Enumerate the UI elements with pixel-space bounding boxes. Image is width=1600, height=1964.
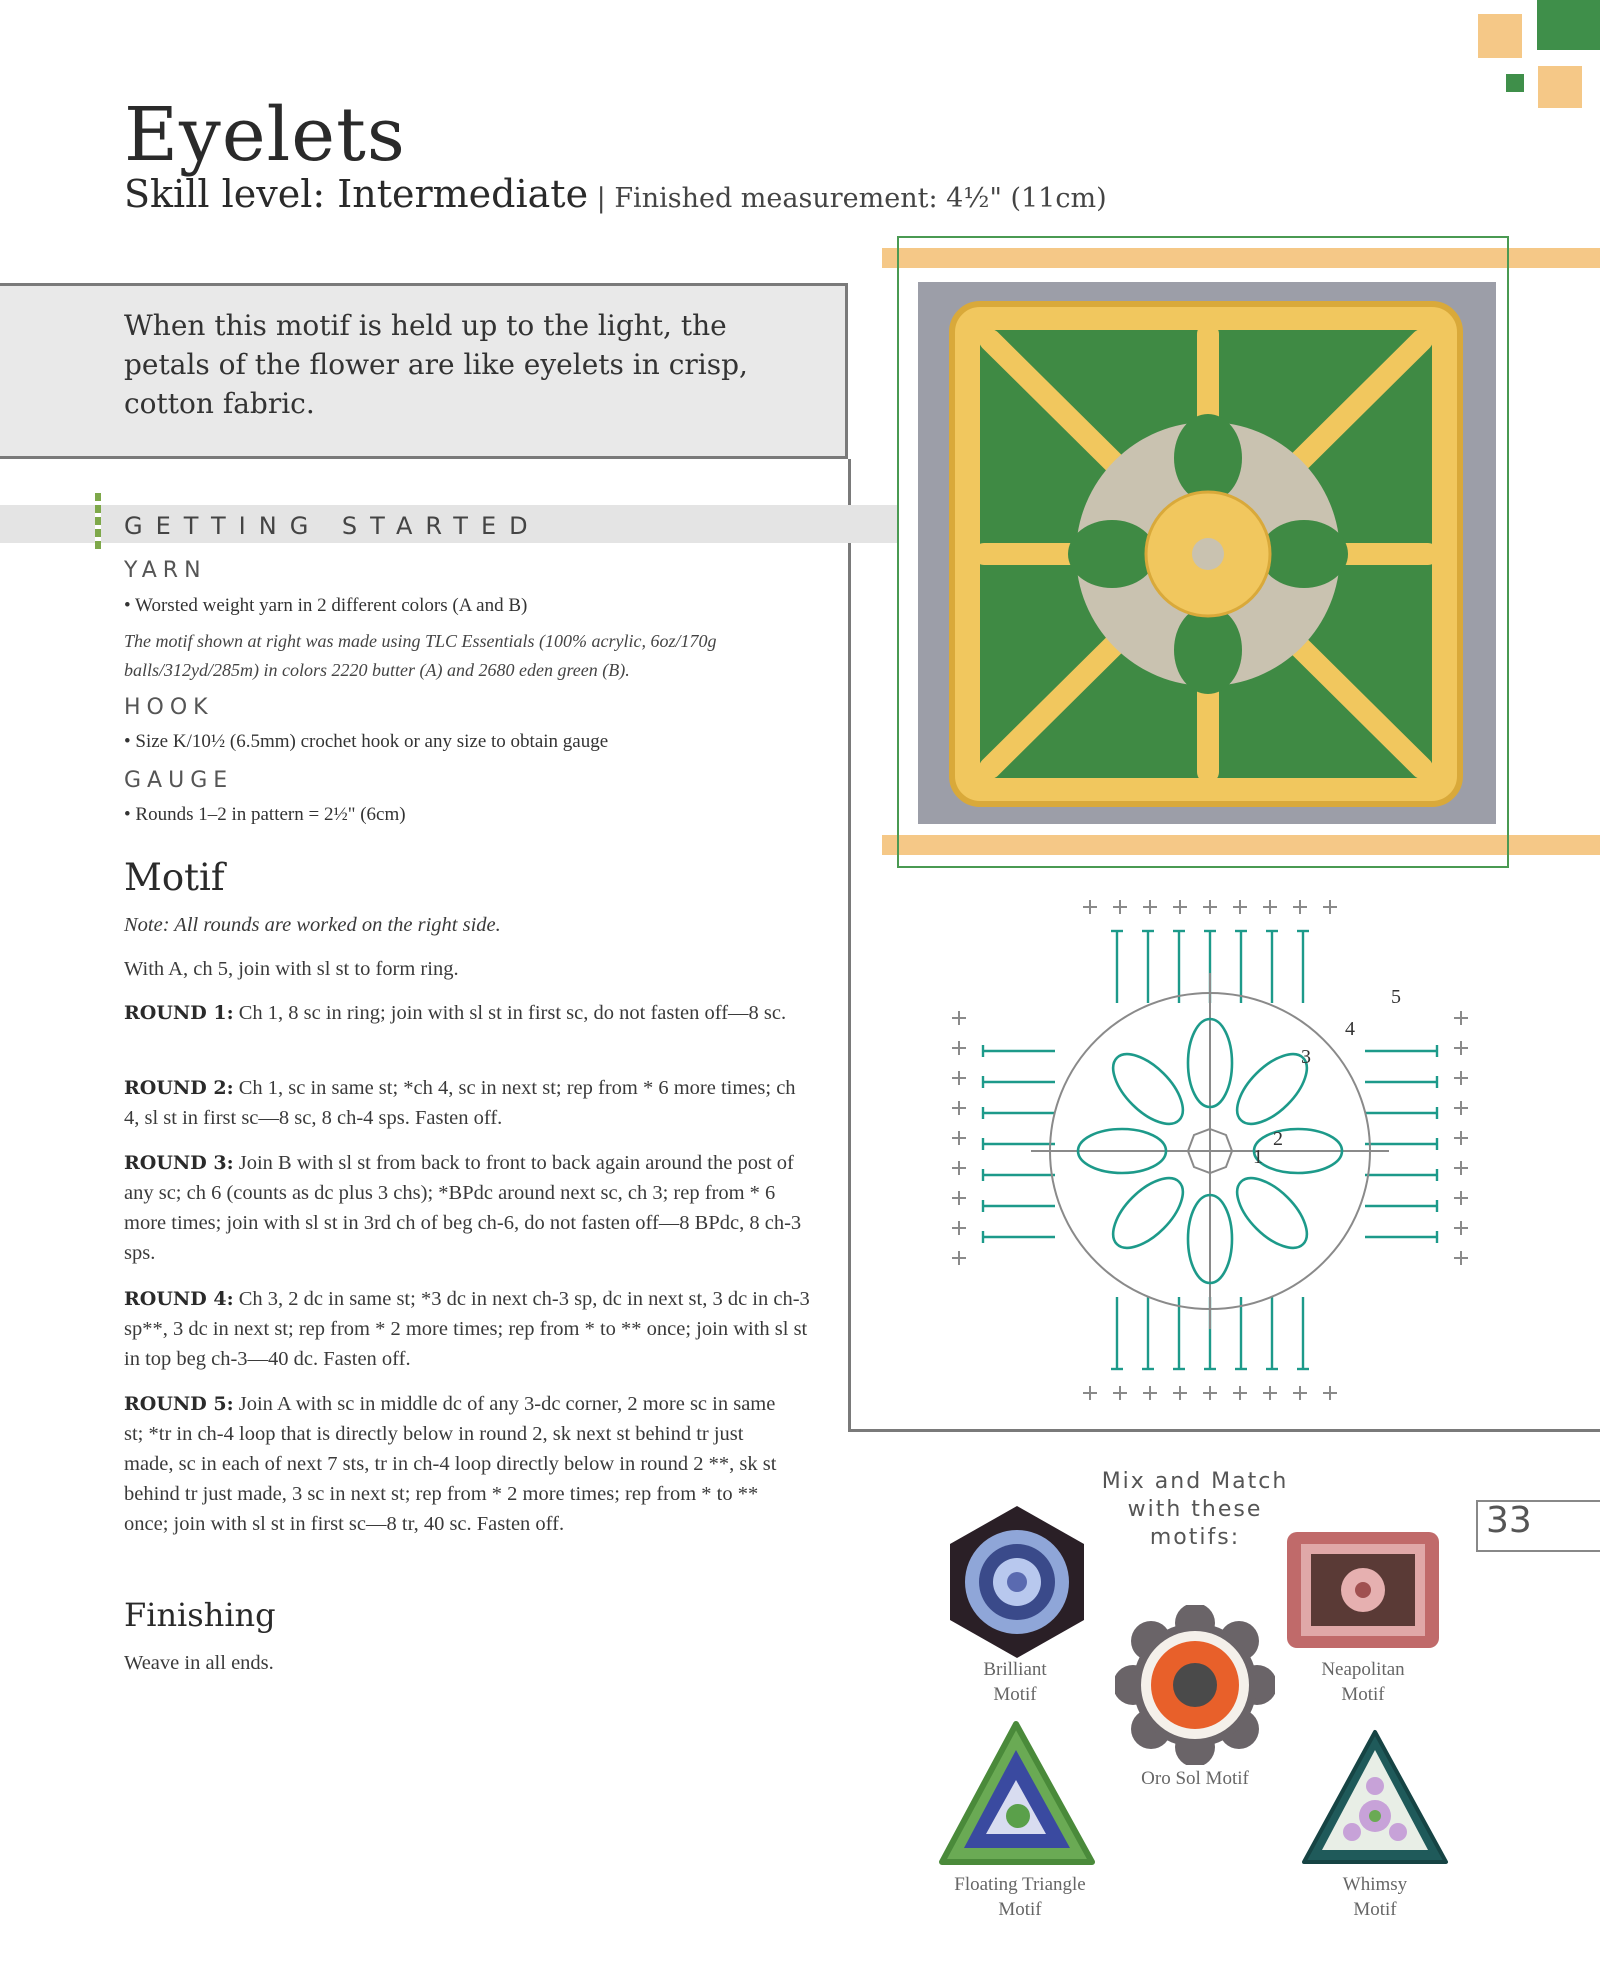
skill-level: Skill level: Intermediate <box>124 172 589 216</box>
floating-triangle-motif-image <box>938 1718 1098 1868</box>
round-2: ROUND 2: Ch 1, sc in same st; *ch 4, sc in next st; rep from * 6 more times; ch 4, sl st in first sc—8 sc, 8 ch-4 sps. Fasten off. <box>124 1077 796 1129</box>
chart-round-3-label: 3 <box>1301 1046 1311 1068</box>
intro-box <box>0 283 848 459</box>
yarn-note: The motif shown at right was made using TLC Essentials (100% acrylic, 6oz/170g balls/312yd/285m) in colors 2220 butter (A) and 2680 eden green (B). <box>124 631 717 680</box>
whimsy-motif-image <box>1300 1728 1450 1868</box>
hook-item: • Size K/10½ (6.5mm) crochet hook or any size to obtain gauge <box>124 731 609 752</box>
chart-round-1-label: 1 <box>1253 1146 1263 1168</box>
chart-round-4-loops <box>1031 973 1389 1329</box>
chart-round-2-label: 2 <box>1273 1128 1283 1150</box>
finished-measurement: Finished measurement: 4½" (11cm) <box>614 183 1107 214</box>
separator: | <box>588 183 615 214</box>
chart-round-4-label: 4 <box>1345 1018 1355 1040</box>
intro-text: When this motif is held up to the light, the petals of the flower are like eyelets in crisp, cotton fabric. <box>124 309 748 420</box>
page-title: Eyelets <box>124 92 406 178</box>
corner-square-orange-2 <box>1538 66 1582 108</box>
oro-sol-motif-caption: Oro Sol Motif <box>1141 1768 1249 1789</box>
floating-triangle-motif-caption: Floating Triangle Motif <box>954 1874 1086 1920</box>
round-3: ROUND 3: Join B with sl st from back to front to back again around the post of any sc; ch 6 (counts as dc plus 3 chs); *BPdc around next sc, ch 3; rep from * 6 more times; join with sl st in 3rd ch of beg ch-6, do not fasten off—8 BPdc, 8 ch-3 sps. <box>124 1152 802 1264</box>
divider-horizontal <box>848 1429 1600 1432</box>
motif-heading: Motif <box>124 856 225 899</box>
subtitle <box>124 172 1107 216</box>
gauge-heading: GAUGE <box>124 768 234 793</box>
yarn-item: • Worsted weight yarn in 2 different colors (A and B) <box>124 595 528 616</box>
whimsy-motif-caption: Whimsy Motif <box>1342 1874 1408 1920</box>
gauge-item: • Rounds 1–2 in pattern = 2½" (6cm) <box>124 804 406 825</box>
getting-started-heading: GETTING STARTED <box>124 512 541 540</box>
round-5: ROUND 5: Join A with sc in middle dc of any 3-dc corner, 2 more sc in same st; *tr in ch-4 loop that is directly below in round 2, sk next st behind tr just made, sc in each of next 7 sts, tr in ch-4 loop directly below in round 2 **, sk st behind tr just made, 3 sc in next st; rep from * 2 more times; rep from * to ** once; join with sl st in first sc—8 tr, 40 sc. Fasten off. <box>124 1393 777 1535</box>
corner-square-green-large <box>1537 0 1600 50</box>
motif-note: Note: All rounds are worked on the right side. <box>124 914 501 936</box>
mix-match-title: Mix and Match with these motifs: <box>1101 1469 1289 1550</box>
page-number: 33 <box>1486 1500 1532 1541</box>
yarn-heading: YARN <box>124 558 207 583</box>
hook-heading: HOOK <box>124 695 214 720</box>
brilliant-motif-caption: Brilliant Motif <box>983 1659 1047 1705</box>
round-4: ROUND 4: Ch 3, 2 dc in same st; *3 dc in next ch-3 sp, dc in next st, 3 dc in ch-3 sp**, 3 dc in next st; rep from * 2 more times; rep from * to ** once; join with sl st in top beg ch-3—40 dc. Fasten off. <box>124 1288 810 1370</box>
finishing-heading: Finishing <box>124 1596 276 1634</box>
getting-started-marker <box>95 493 101 553</box>
corner-square-green-small <box>1506 74 1524 92</box>
oro-sol-motif-image <box>1115 1605 1275 1765</box>
round-1: ROUND 1: Ch 1, 8 sc in ring; join with sl st in first sc, do not fasten off—8 sc. <box>124 1002 787 1024</box>
photo-frame <box>897 236 1509 868</box>
stitch-chart <box>945 893 1475 1413</box>
motif-start: With A, ch 5, join with sl st to form ring. <box>124 958 459 980</box>
chart-round-5-label: 5 <box>1391 986 1401 1008</box>
brilliant-motif-image <box>942 1502 1092 1662</box>
neapolitan-motif-image <box>1283 1528 1443 1652</box>
corner-square-orange-1 <box>1478 14 1522 58</box>
neapolitan-motif-caption: Neapolitan Motif <box>1321 1659 1405 1705</box>
finishing-text: Weave in all ends. <box>124 1652 274 1674</box>
divider-vertical <box>848 459 851 1431</box>
